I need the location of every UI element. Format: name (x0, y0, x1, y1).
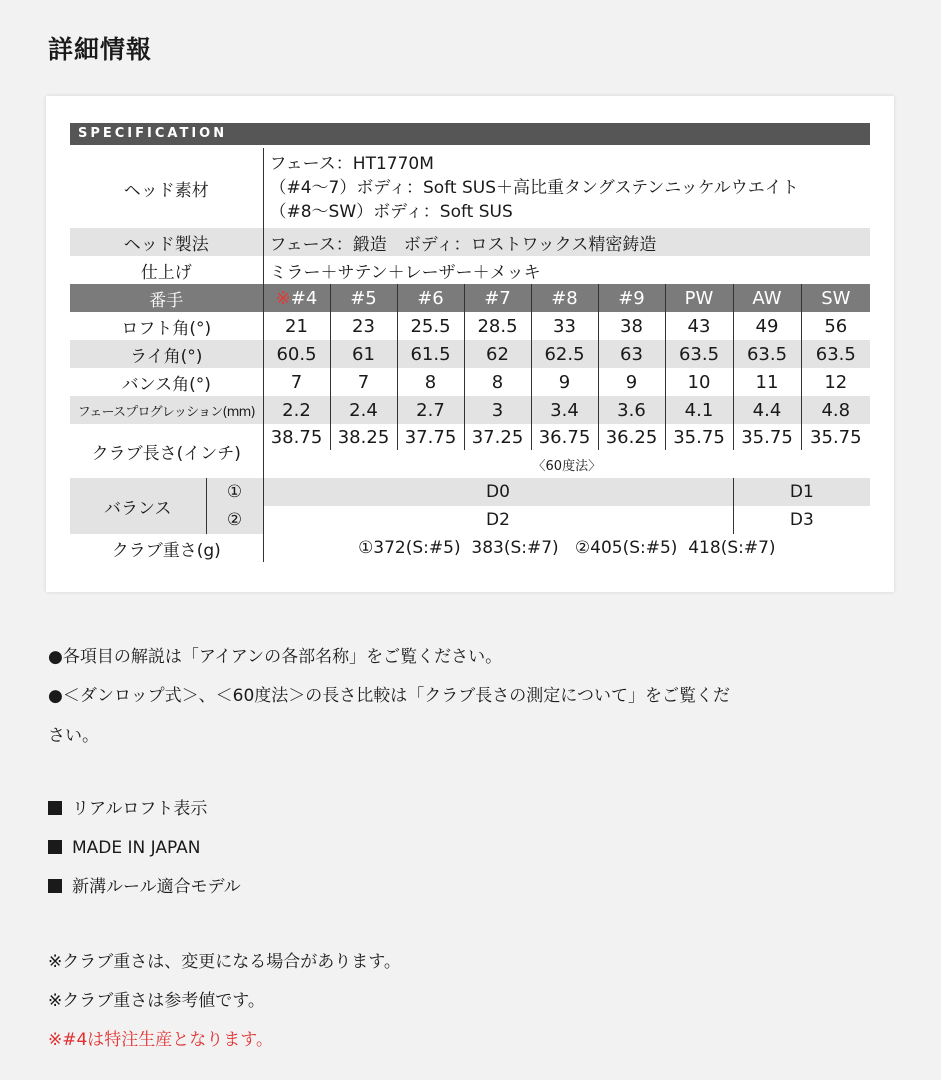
loft-cell: 33 (531, 312, 598, 340)
balance-wedge-value: D3 (789, 510, 814, 530)
bounce-label: バンス角(°) (70, 368, 263, 396)
feature-item (48, 836, 201, 860)
loft-cell: 23 (330, 312, 397, 340)
weight-row (70, 534, 870, 562)
head-material-line: （#4〜7）ボディ：Soft SUS＋高比重タングステンニッケルウエイト (269, 178, 799, 198)
face-progression-cell: 3.6 (598, 396, 665, 424)
bounce-cell: 8 (464, 368, 531, 396)
weight-value: ①372(S:#5) 383(S:#7) ②405(S:#5) 418(S:#7) (358, 538, 776, 558)
loft-cell: 21 (285, 315, 308, 337)
length-cell: 35.75 (801, 424, 870, 450)
weight-notice: ※クラブ重さは、変更になる場合があります。 (48, 952, 401, 972)
number-cell: AW (733, 284, 801, 312)
number-cell: SW (801, 284, 870, 312)
number-cell: #5 (330, 284, 397, 312)
feature-text: MADE IN JAPAN (72, 838, 201, 858)
square-bullet-icon (48, 801, 62, 815)
balance-mark: ② (206, 506, 263, 534)
face-progression-cell: 4.8 (801, 396, 870, 424)
number-cell (263, 284, 330, 312)
balance-label: バランス (70, 478, 206, 534)
length-cell: 36.25 (598, 424, 665, 450)
bounce-cell: 7 (290, 371, 303, 393)
length-cell: 37.25 (464, 424, 531, 450)
face-progression-cell: 3 (464, 396, 531, 424)
length-label: クラブ長さ(インチ) (70, 424, 263, 478)
face-progression-cell: 3.4 (531, 396, 598, 424)
lie-cell: 60.5 (263, 340, 330, 368)
square-bullet-icon (48, 879, 62, 893)
balance-main-value: D0 (263, 478, 733, 506)
lie-cell: 63.5 (801, 340, 870, 368)
bounce-row (70, 368, 870, 396)
length-cell: 38.75 (270, 426, 323, 448)
lie-cell: 62 (464, 340, 531, 368)
spec-header: SPECIFICATION (70, 123, 870, 145)
bounce-cell: 9 (598, 368, 665, 396)
length-cell: 37.75 (397, 424, 464, 450)
head-method-row (70, 228, 870, 256)
balance-main-value: D2 (263, 506, 733, 534)
length-row (70, 424, 870, 450)
weight-label: クラブ重さ(g) (70, 534, 263, 562)
number-cell: #9 (598, 284, 665, 312)
number-cell: PW (665, 284, 733, 312)
face-progression-cell: 2.7 (397, 396, 464, 424)
page-title: 詳細情報 (48, 35, 153, 64)
loft-cell: 25.5 (397, 312, 464, 340)
head-material-line: フェース：HT1770M (269, 154, 434, 174)
loft-cell: 56 (801, 312, 870, 340)
number-label: 番手 (70, 284, 263, 312)
lie-row (70, 340, 870, 368)
note-line: ●＜ダンロップ式＞、＜60度法＞の長さ比較は「クラブ長さの測定について」をご覧くだ (48, 686, 730, 706)
balance-mark: ① (206, 478, 263, 506)
length-cell: 38.25 (330, 424, 397, 450)
face-progression-cell: 2.2 (263, 396, 330, 424)
spec-table (70, 148, 870, 562)
feature-text: リアルロフト表示 (72, 799, 208, 819)
loft-cell: 43 (665, 312, 733, 340)
face-progression-cell: 4.4 (733, 396, 801, 424)
feature-text: 新溝ルール適合モデル (72, 877, 241, 897)
number-value: #4 (290, 287, 318, 309)
loft-cell: 49 (733, 312, 801, 340)
loft-cell: 28.5 (464, 312, 531, 340)
lie-cell: 61 (330, 340, 397, 368)
feature-item (48, 875, 241, 899)
head-material-line: （#8〜SW）ボディ：Soft SUS (269, 202, 513, 222)
length-cell: 35.75 (733, 424, 801, 450)
note-line: さい。 (48, 726, 99, 746)
weight-notice: ※クラブ重さは参考値です。 (48, 991, 265, 1011)
bounce-cell: 12 (801, 368, 870, 396)
head-material-label: ヘッド素材 (70, 148, 263, 228)
length-note: 〈60度法〉 (532, 458, 602, 474)
bounce-cell: 7 (330, 368, 397, 396)
lie-cell: 63.5 (733, 340, 801, 368)
loft-row (70, 312, 870, 340)
number-cell: #8 (531, 284, 598, 312)
lie-cell: 63 (598, 340, 665, 368)
feature-item (48, 797, 207, 821)
head-method-value: フェース：鍛造 ボディ：ロストワックス精密鋳造 (263, 228, 870, 256)
length-cell: 36.75 (531, 424, 598, 450)
number-row (70, 284, 870, 312)
spec-card (46, 96, 894, 592)
lie-cell: 61.5 (397, 340, 464, 368)
face-progression-row (70, 396, 870, 424)
face-progression-cell: 2.4 (330, 396, 397, 424)
special-order-mark: ※ (275, 287, 291, 309)
finish-row (70, 256, 870, 284)
length-cell: 35.75 (665, 424, 733, 450)
lie-cell: 63.5 (665, 340, 733, 368)
bounce-cell: 10 (665, 368, 733, 396)
lie-cell: 62.5 (531, 340, 598, 368)
head-material-value (263, 148, 870, 228)
finish-value: ミラー＋サテン＋レーザー＋メッキ (269, 262, 541, 283)
face-progression-cell: 4.1 (665, 396, 733, 424)
bounce-cell: 9 (531, 368, 598, 396)
number-cell: #6 (397, 284, 464, 312)
square-bullet-icon (48, 840, 62, 854)
production-notice: ※#4は特注生産となります。 (48, 1030, 273, 1050)
balance-row-1 (70, 478, 870, 506)
loft-cell: 38 (598, 312, 665, 340)
head-material-row (70, 148, 870, 228)
bounce-cell: 11 (733, 368, 801, 396)
finish-label: 仕上げ (70, 256, 263, 284)
note-line: ●各項目の解説は「アイアンの各部名称」をご覧ください。 (48, 647, 503, 667)
head-method-label: ヘッド製法 (70, 228, 263, 256)
lie-label: ライ角(°) (70, 340, 263, 368)
face-progression-label: フェースプログレッション(mm) (70, 396, 263, 424)
bounce-cell: 8 (397, 368, 464, 396)
balance-wedge-value: D1 (733, 478, 870, 506)
number-cell: #7 (464, 284, 531, 312)
loft-label: ロフト角(°) (70, 312, 263, 340)
